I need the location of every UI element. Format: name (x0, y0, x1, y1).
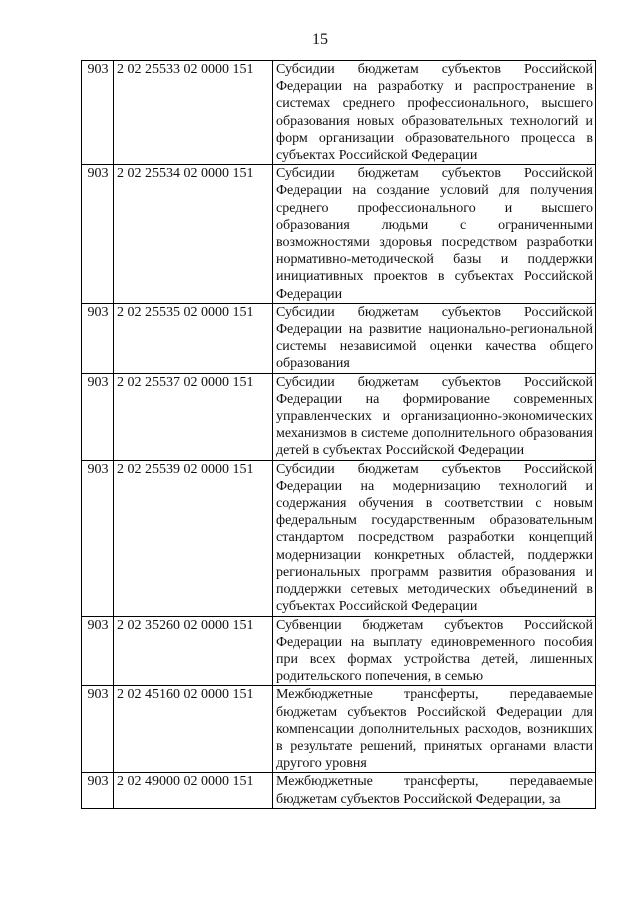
admin-code-cell: 903 (82, 165, 114, 304)
budget-code-cell: 2 02 25537 02 0000 151 (114, 373, 273, 460)
table-row (82, 303, 596, 373)
table-row (82, 460, 596, 616)
budget-code-cell: 2 02 35260 02 0000 151 (114, 616, 273, 686)
admin-code-cell: 903 (82, 61, 114, 165)
table-row (82, 61, 596, 165)
description-cell: Субсидии бюджетам субъектов Российской Федерации на формирование современных управленческих и организационно-экономических механизмов в системе дополнительного образования детей в субъектах Российской Федерации (273, 373, 596, 460)
budget-code-cell: 2 02 25535 02 0000 151 (114, 303, 273, 373)
budget-code-cell: 2 02 25533 02 0000 151 (114, 61, 273, 165)
budget-code-cell: 2 02 25534 02 0000 151 (114, 165, 273, 304)
description-cell: Межбюджетные трансферты, передаваемые бюджетам субъектов Российской Федерации, за (273, 773, 596, 808)
admin-code-cell: 903 (82, 773, 114, 808)
budget-classification-table (81, 60, 596, 809)
description-cell: Субсидии бюджетам субъектов Российской Федерации на модернизацию технологий и содержания обучения в соответствии с новым федеральным государственным образовательным стандартом посредством разработки концепций модернизации конкретных областей, поддержки региональных программ развития образования и поддержки сетевых методических объединений в субъектах Российской Федерации (273, 460, 596, 616)
page-number: 15 (312, 31, 328, 48)
admin-code-cell: 903 (82, 373, 114, 460)
table-row (82, 616, 596, 686)
budget-code-cell: 2 02 25539 02 0000 151 (114, 460, 273, 616)
table-row (82, 686, 596, 773)
table-row (82, 165, 596, 304)
description-cell: Субсидии бюджетам субъектов Российской Федерации на развитие национально-региональной системы независимой оценки качества общего образования (273, 303, 596, 373)
table-row (82, 373, 596, 460)
table-row (82, 773, 596, 808)
description-cell: Субсидии бюджетам субъектов Российской Федерации на создание условий для получения среднего профессионального и высшего образования людьми с ограниченными возможностями здоровья посредством разработки нормативно-методической базы и поддержки инициативных проектов в субъектах Российской Федерации (273, 165, 596, 304)
description-cell: Субвенции бюджетам субъектов Российской Федерации на выплату единовременного пособия при всех формах устройства детей, лишенных родительского попечения, в семью (273, 616, 596, 686)
admin-code-cell: 903 (82, 303, 114, 373)
budget-code-cell: 2 02 45160 02 0000 151 (114, 686, 273, 773)
description-cell: Межбюджетные трансферты, передаваемые бюджетам субъектов Российской Федерации для компенсации дополнительных расходов, возникших в результате решений, принятых органами власти другого уровня (273, 686, 596, 773)
admin-code-cell: 903 (82, 460, 114, 616)
admin-code-cell: 903 (82, 686, 114, 773)
budget-code-cell: 2 02 49000 02 0000 151 (114, 773, 273, 808)
admin-code-cell: 903 (82, 616, 114, 686)
description-cell: Субсидии бюджетам субъектов Российской Федерации на разработку и распространение в системах среднего профессионального, высшего образования новых образовательных технологий и форм организации образовательного процесса в субъектах Российской Федерации (273, 61, 596, 165)
